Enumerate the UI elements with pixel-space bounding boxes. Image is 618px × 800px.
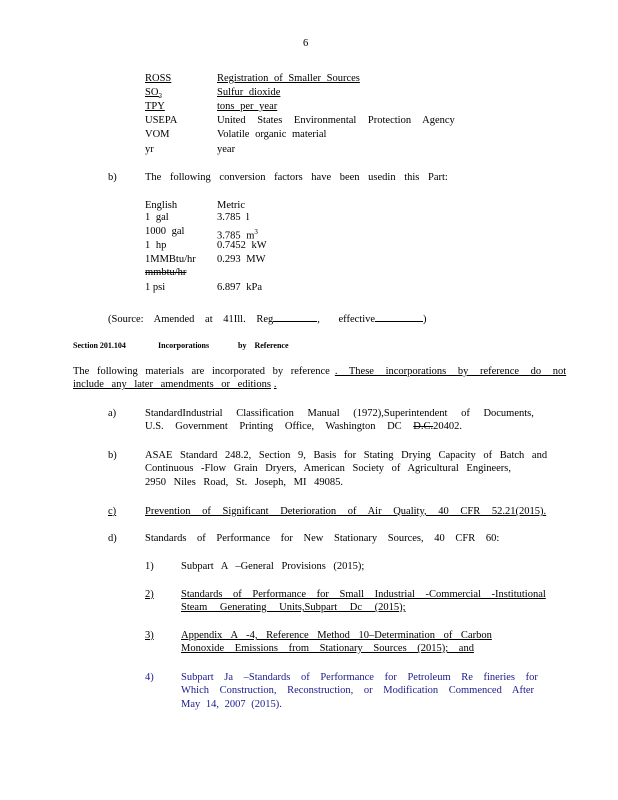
subitem-line: Which Construction, Reconstruction, or Modification Commenced After bbox=[181, 685, 535, 696]
subitem-line: Steam Generating Units,Subpart Dc (2015); bbox=[181, 602, 406, 613]
subitem-line: May 14, 2007 (2015). bbox=[181, 699, 282, 710]
section-number: Section 201.104 bbox=[73, 341, 126, 350]
subitem-line: Standards of Performance for Small Industrial -Commercial -Institutional bbox=[181, 589, 546, 600]
conversion-english: 1 hp bbox=[145, 240, 167, 251]
conversion-english: 1 gal bbox=[145, 212, 169, 223]
intro-paragraph: The following materials are incorporated by reference . These incorporations by reference do not bbox=[73, 366, 567, 377]
subitem-line: Appendix A -4, Reference Method 10–Determination of Carbon bbox=[181, 630, 492, 641]
abbrev-term: yr bbox=[145, 144, 154, 155]
abbrev-def: Sulfur dioxide bbox=[217, 87, 281, 98]
item-a-line: StandardIndustrial Classification Manual (1972),Superintendent of Documents, bbox=[145, 408, 534, 419]
abbrev-def: Volatile organic material bbox=[217, 129, 327, 140]
conversion-intro: The following conversion factors have been usedin this Part: bbox=[145, 172, 448, 183]
subitem-label: 3) bbox=[145, 630, 154, 641]
abbrev-term: TPY bbox=[145, 101, 165, 112]
source-note: (Source: Amended at 41Ill. Reg , effective ) bbox=[108, 311, 427, 326]
conversion-english-deleted: mmbtu/hr bbox=[145, 267, 187, 278]
conversion-label: b) bbox=[108, 172, 117, 183]
subitem-label: 2) bbox=[145, 589, 154, 600]
abbrev-def: United States Environmental Protection Agency bbox=[217, 115, 455, 126]
conversion-metric: 0.293 MW bbox=[217, 254, 266, 265]
abbrev-term: USEPA bbox=[145, 115, 178, 126]
abbrev-def: tons per year bbox=[217, 101, 278, 112]
conversion-metric: 0.7452 kW bbox=[217, 240, 267, 251]
abbrev-term: ROSS bbox=[145, 73, 172, 84]
conversion-metric: 3.785 $m^3$ bbox=[217, 228, 258, 242]
subitem-label: 1) bbox=[145, 561, 154, 572]
item-label: a) bbox=[108, 408, 117, 419]
subitem-line: Subpart Ja –Standards of Performance for Petroleum Re fineries for bbox=[181, 672, 538, 683]
section-title-rest: by Reference bbox=[238, 341, 289, 350]
page-number: 6 bbox=[303, 38, 309, 49]
subitem-label: 4) bbox=[145, 672, 154, 683]
abbrev-term: $SO_2$ bbox=[145, 87, 162, 101]
item-b-line: Continuous -Flow Grain Dryers, American Society of Agricultural Engineers, bbox=[145, 463, 512, 474]
item-b-line: 2950 Niles Road, St. Joseph, MI 49085. bbox=[145, 477, 343, 488]
conversion-header-english: English bbox=[145, 200, 178, 211]
item-b-line: ASAE Standard 248.2, Section 9, Basis for Stating Drying Capacity of Batch and bbox=[145, 450, 548, 461]
item-label: d) bbox=[108, 533, 117, 544]
subitem-line: Monoxide Emissions from Stationary Sources (2015); and bbox=[181, 643, 474, 654]
conversion-header-metric: Metric bbox=[217, 200, 245, 211]
subitem-line: Subpart A –General Provisions (2015); bbox=[181, 561, 365, 572]
item-d-line: Standards of Performance for New Stationary Sources, 40 CFR 60: bbox=[145, 533, 500, 544]
conversion-english: 1 psi bbox=[145, 282, 166, 293]
conversion-english: 1MMBtu/hr bbox=[145, 254, 196, 265]
section-title: Incorporations bbox=[158, 341, 210, 350]
conversion-metric: 6.897 kPa bbox=[217, 282, 262, 293]
intro-paragraph-cont: include any later amendments or editions . bbox=[73, 379, 277, 390]
item-c-line: Prevention of Significant Deterioration of Air Quality, 40 CFR 52.21(2015). bbox=[145, 506, 547, 517]
abbrev-term: VOM bbox=[145, 129, 170, 140]
item-label: b) bbox=[108, 450, 117, 461]
conversion-english: 1000 gal bbox=[145, 226, 185, 237]
abbrev-def: year bbox=[217, 144, 236, 155]
abbrev-def: Registration of Smaller Sources bbox=[217, 73, 360, 84]
item-label: c) bbox=[108, 506, 117, 517]
conversion-metric: 3.785 l bbox=[217, 212, 250, 223]
item-a-line: U.S. Government Printing Office, Washington DC D.C.20402. bbox=[145, 421, 463, 432]
